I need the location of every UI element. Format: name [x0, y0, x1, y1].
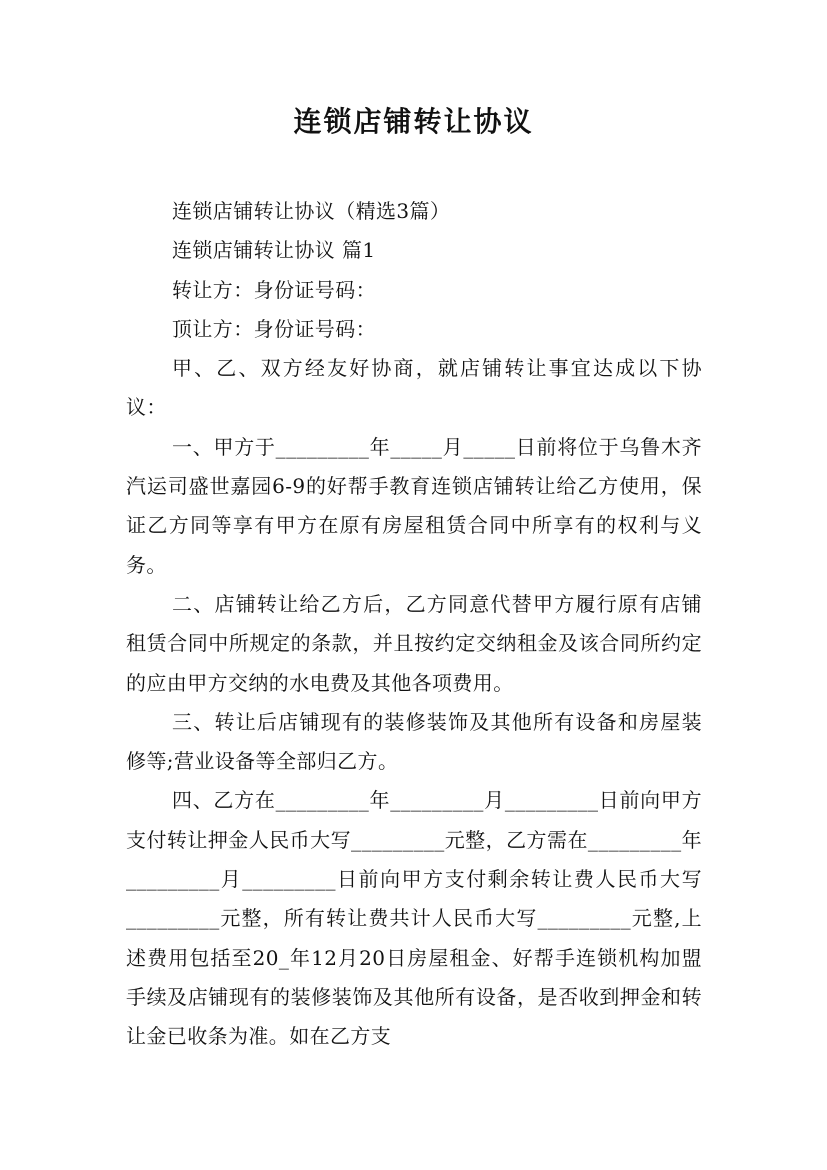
clause-2: 二、店铺转让给乙方后，乙方同意代替甲方履行原有店铺租赁合同中所规定的条款，并且按约定交纳租金及该合同所约定的应由甲方交纳的水电费及其他各项费用。: [126, 591, 702, 695]
clause-4: 四、乙方在_________年_________月_________日前向甲方支付转让押金人民币大写_________元整，乙方需在_________年_________月_________日前向甲方支付剩余转让费人民币大写_________元整，所有转让费共计人民币大写_________元整,上述费用包括至20_年12月20日房屋租金、好帮手连锁机构加盟手续及店铺现有的装修装饰及其他所有设备，是否收到押金和转让金已收条为准。如在乙方支: [126, 788, 702, 1049]
section-heading: 连锁店铺转让协议 篇1: [172, 238, 376, 263]
clause-3: 三、转让后店铺现有的装修装饰及其他所有设备和房屋装修等;营业设备等全部归乙方。: [126, 709, 702, 774]
transferor-line: 转让方：身份证号码：: [172, 277, 376, 302]
document-body: [126, 192, 702, 1057]
document-title: 连锁店铺转让协议: [293, 105, 534, 138]
heading-line: 连锁店铺转让协议（精选3篇）: [172, 199, 451, 223]
clause-1: 一、甲方于_________年_____月_____日前将位于乌鲁木齐汽运司盛世嘉园6-9的好帮手教育连锁店铺转让给乙方使用，保证乙方同等享有甲方在原有房屋租赁合同中所享有的权利与义务。: [126, 434, 702, 577]
transferee-line: 顶让方：身份证号码：: [172, 316, 376, 341]
agreement-intro: 甲、乙、双方经友好协商，就店铺转让事宜达成以下协议：: [126, 356, 702, 420]
